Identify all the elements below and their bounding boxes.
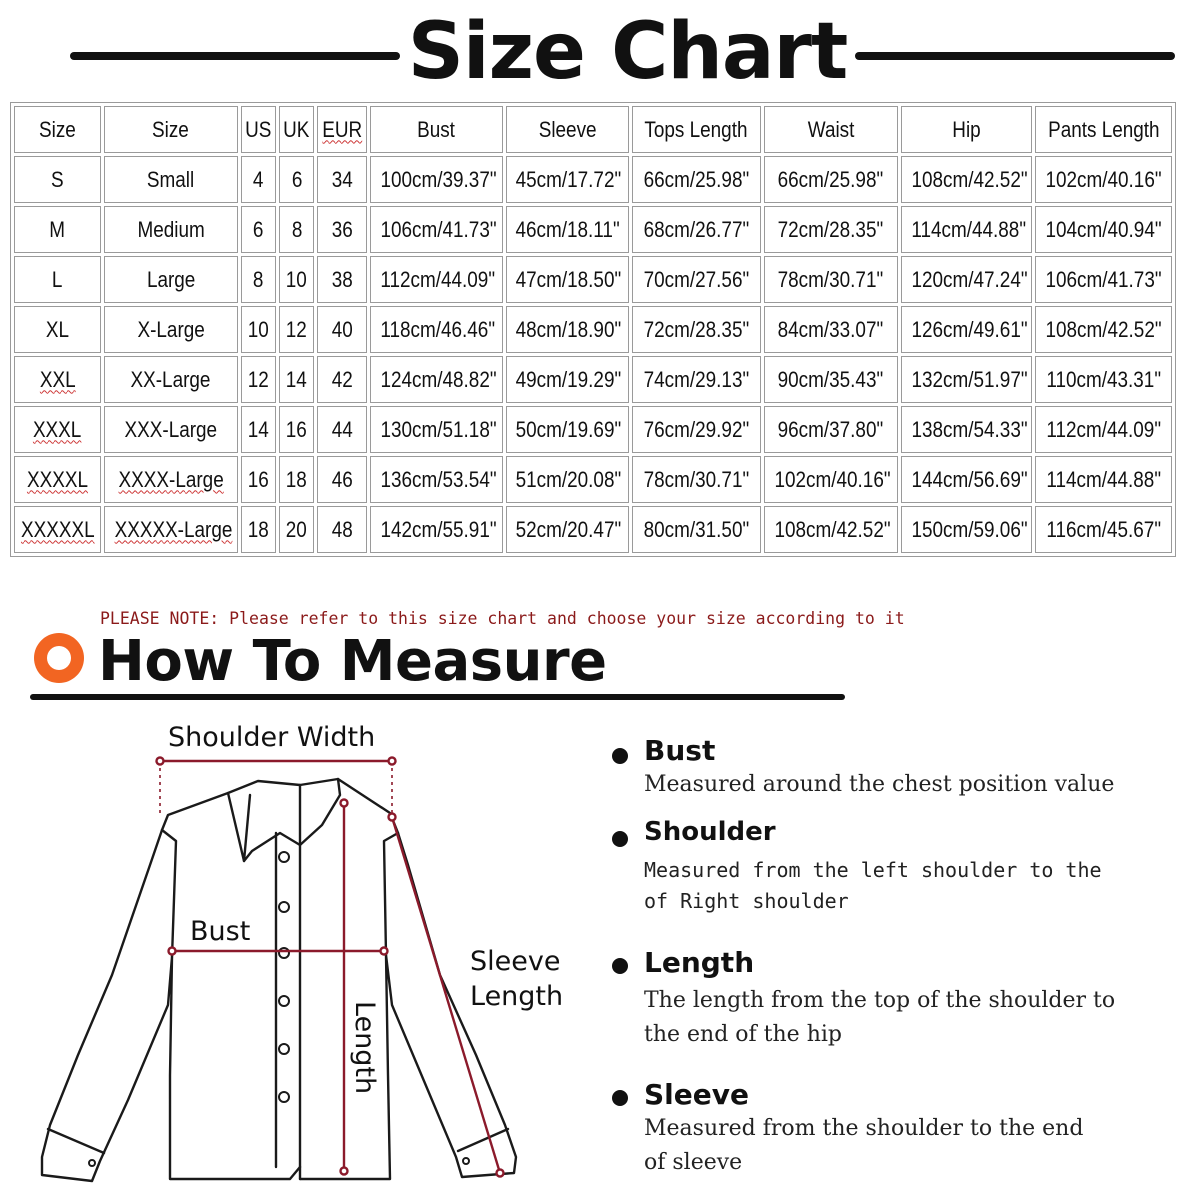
cell-eur: 38: [317, 256, 366, 303]
cell-hip: 150cm/59.06": [901, 506, 1032, 553]
cell-tops-length: 72cm/28.35": [632, 306, 761, 353]
cell-size-code: XXXL: [14, 406, 101, 453]
cell-hip: 144cm/56.69": [901, 456, 1032, 503]
cell-bust: 112cm/44.09": [370, 256, 503, 303]
cell-size-code: M: [14, 206, 101, 253]
cell-uk: 12: [279, 306, 314, 353]
cell-bust: 118cm/46.46": [370, 306, 503, 353]
cell-pants-length: 116cm/45.67": [1035, 506, 1172, 553]
header-uk: UK: [279, 106, 314, 153]
cell-waist: 66cm/25.98": [764, 156, 898, 203]
definition-desc: [644, 855, 1134, 917]
cell-us: 14: [241, 406, 276, 453]
cell-bust: 136cm/53.54": [370, 456, 503, 503]
cell-bust: 124cm/48.82": [370, 356, 503, 403]
cell-size-code: XXXXL: [14, 456, 101, 503]
label-sleeve: Sleeve: [470, 946, 561, 977]
cell-uk: 20: [279, 506, 314, 553]
header-size-name: Size: [104, 106, 238, 153]
cell-tops-length: 74cm/29.13": [632, 356, 761, 403]
header-pants-length: Pants Length: [1035, 106, 1172, 153]
cell-us: 6: [241, 206, 276, 253]
cell-waist: 108cm/42.52": [764, 506, 898, 553]
circle-bullet-icon: [612, 958, 628, 974]
cell-eur: 46: [317, 456, 366, 503]
cell-sleeve: 46cm/18.11": [506, 206, 629, 253]
header-bust: Bust: [370, 106, 503, 153]
cell-size-name: Medium: [104, 206, 238, 253]
cell-eur: 34: [317, 156, 366, 203]
cell-bust: 142cm/55.91": [370, 506, 503, 553]
cell-size-name: XXXXX-Large: [104, 506, 238, 553]
cell-tops-length: 78cm/30.71": [632, 456, 761, 503]
table-row: [14, 256, 1172, 303]
cell-tops-length: 70cm/27.56": [632, 256, 761, 303]
cell-pants-length: 110cm/43.31": [1035, 356, 1172, 403]
cell-size-name: X-Large: [104, 306, 238, 353]
cell-size-code: XXL: [14, 356, 101, 403]
cell-pants-length: 104cm/40.94": [1035, 206, 1172, 253]
cell-tops-length: 68cm/26.77": [632, 206, 761, 253]
cell-hip: 126cm/49.61": [901, 306, 1032, 353]
cell-eur: 42: [317, 356, 366, 403]
label-length: Length: [349, 1001, 380, 1095]
cell-us: 4: [241, 156, 276, 203]
header-sleeve: Sleeve: [506, 106, 629, 153]
cell-size-name: Large: [104, 256, 238, 303]
cell-uk: 8: [279, 206, 314, 253]
cell-bust: 106cm/41.73": [370, 206, 503, 253]
table-header-row: [14, 106, 1172, 153]
definition-desc: [644, 1112, 1134, 1180]
cell-eur: 44: [317, 406, 366, 453]
cell-pants-length: 106cm/41.73": [1035, 256, 1172, 303]
definition-term: Sleeve: [644, 1078, 749, 1111]
definition-line: of Right shoulder: [644, 889, 849, 913]
cell-tops-length: 66cm/25.98": [632, 156, 761, 203]
cell-hip: 108cm/42.52": [901, 156, 1032, 203]
table-row: [14, 206, 1172, 253]
cell-bust: 100cm/39.37": [370, 156, 503, 203]
cell-waist: 96cm/37.80": [764, 406, 898, 453]
cell-waist: 78cm/30.71": [764, 256, 898, 303]
cell-size-name: XXXX-Large: [104, 456, 238, 503]
definition-term: Shoulder: [644, 817, 776, 847]
cell-uk: 14: [279, 356, 314, 403]
cell-pants-length: 114cm/44.88": [1035, 456, 1172, 503]
header-tops-length: Tops Length: [632, 106, 761, 153]
table-row: [14, 506, 1172, 553]
cell-waist: 72cm/28.35": [764, 206, 898, 253]
table-row: [14, 156, 1172, 203]
title-rule-left: [70, 52, 400, 60]
shirt-measure-diagram: [0, 705, 600, 1200]
circle-bullet-icon: [612, 1090, 628, 1106]
cell-size-code: XXXXXL: [14, 506, 101, 553]
circle-bullet-icon: [612, 831, 628, 847]
button-icon: [89, 852, 469, 1166]
cell-hip: 114cm/44.88": [901, 206, 1032, 253]
label-shoulder-width: Shoulder Width: [168, 722, 376, 753]
cell-size-code: S: [14, 156, 101, 203]
definition-desc: [644, 768, 1134, 802]
header-waist: Waist: [764, 106, 898, 153]
size-chart-header: [0, 0, 1200, 100]
how-to-measure-title: How To Measure: [98, 629, 607, 694]
label-sleeve-length: Length: [470, 981, 564, 1012]
cell-uk: 18: [279, 456, 314, 503]
cell-hip: 132cm/51.97": [901, 356, 1032, 403]
header-size-code: Size: [14, 106, 101, 153]
cell-pants-length: 112cm/44.09": [1035, 406, 1172, 453]
cell-eur: 48: [317, 506, 366, 553]
cell-us: 10: [241, 306, 276, 353]
cell-size-name: Small: [104, 156, 238, 203]
cell-eur: 36: [317, 206, 366, 253]
cell-uk: 10: [279, 256, 314, 303]
definition-line: The length from the top of the shoulder to: [644, 988, 1116, 1013]
definition-term: Bust: [644, 734, 716, 767]
definition-desc: [644, 984, 1134, 1052]
cell-bust: 130cm/51.18": [370, 406, 503, 453]
table-row: [14, 456, 1172, 503]
cell-sleeve: 47cm/18.50": [506, 256, 629, 303]
cell-sleeve: 52cm/20.47": [506, 506, 629, 553]
cell-eur: 40: [317, 306, 366, 353]
cell-sleeve: 51cm/20.08": [506, 456, 629, 503]
cell-waist: 84cm/33.07": [764, 306, 898, 353]
cell-sleeve: 45cm/17.72": [506, 156, 629, 203]
header-us: US: [241, 106, 276, 153]
table-row: [14, 356, 1172, 403]
circle-bullet-icon: [34, 633, 84, 683]
cell-hip: 138cm/54.33": [901, 406, 1032, 453]
cell-sleeve: 48cm/18.90": [506, 306, 629, 353]
cell-us: 18: [241, 506, 276, 553]
cell-pants-length: 108cm/42.52": [1035, 306, 1172, 353]
cell-size-name: XX-Large: [104, 356, 238, 403]
cell-uk: 16: [279, 406, 314, 453]
cell-waist: 102cm/40.16": [764, 456, 898, 503]
cell-size-code: XL: [14, 306, 101, 353]
header-eur: EUR: [317, 106, 366, 153]
definition-line: of sleeve: [644, 1150, 743, 1175]
definition-line: Measured around the chest position value: [644, 772, 1115, 797]
definition-term: Length: [644, 946, 755, 979]
definition-line: Measured from the shoulder to the end: [644, 1116, 1084, 1141]
cell-size-name: XXX-Large: [104, 406, 238, 453]
cell-size-code: L: [14, 256, 101, 303]
title-rule-right: [855, 52, 1175, 60]
circle-bullet-icon: [612, 748, 628, 764]
definition-line: Measured from the left shoulder to the: [644, 858, 1102, 882]
measure-lines: [157, 758, 504, 1177]
how-to-measure-rule: [30, 694, 845, 700]
cell-waist: 90cm/35.43": [764, 356, 898, 403]
cell-us: 12: [241, 356, 276, 403]
size-table: [10, 102, 1176, 557]
cell-us: 16: [241, 456, 276, 503]
header-hip: Hip: [901, 106, 1032, 153]
shirt-outline-icon: [42, 779, 516, 1181]
table-row: [14, 406, 1172, 453]
size-note: PLEASE NOTE: Please refer to this size chart and choose your size according to it: [100, 609, 905, 628]
cell-us: 8: [241, 256, 276, 303]
cell-hip: 120cm/47.24": [901, 256, 1032, 303]
cell-tops-length: 76cm/29.92": [632, 406, 761, 453]
table-row: [14, 306, 1172, 353]
label-bust: Bust: [190, 916, 251, 947]
page-title: Size Chart: [407, 7, 848, 97]
table-body: [14, 156, 1172, 553]
definition-line: the end of the hip: [644, 1022, 842, 1047]
cell-uk: 6: [279, 156, 314, 203]
cell-sleeve: 49cm/19.29": [506, 356, 629, 403]
cell-sleeve: 50cm/19.69": [506, 406, 629, 453]
cell-pants-length: 102cm/40.16": [1035, 156, 1172, 203]
cell-tops-length: 80cm/31.50": [632, 506, 761, 553]
